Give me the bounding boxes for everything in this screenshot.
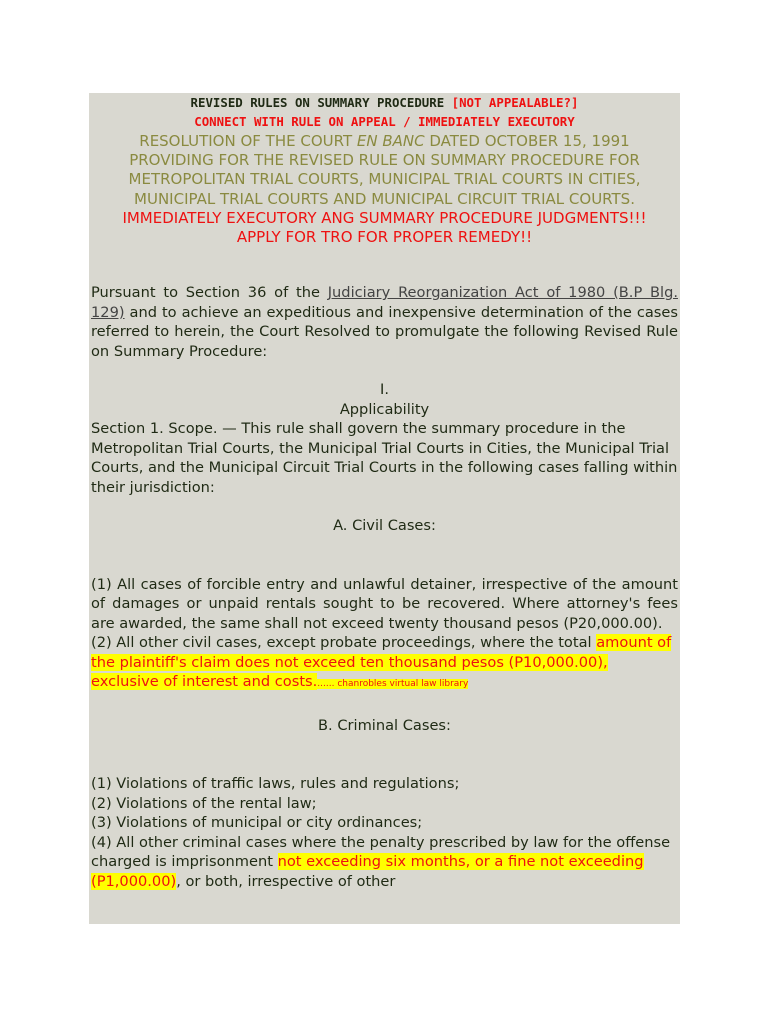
title-line-2: CONNECT WITH RULE ON APPEAL / IMMEDIATELY EXECUTORY — [194, 114, 575, 129]
criminal-item-4-text-a: (4) All other criminal cases where the penalty prescribed by law for the offense charged is imprisonment — [91, 833, 671, 871]
civil-item-1: (1) All cases of forcible entry and unlawful detainer, irrespective of the amount of damages or unpaid rentals sought to be recovered. Where attorney's fees are awarded, the same shall not exceed twenty thousand pesos (P20,000.00). — [91, 575, 678, 632]
civil-item-2-highlight: amount of the plaintiff's claim does not exceed ten thousand pesos (P10,000.00), exclusive of interest and costs. — [91, 634, 672, 691]
intro-text-b: and to achieve an expeditious and inexpensive determination of the cases referred to herein, the Court Resolved to promulgate the following Revised Rule on Summary Procedure: — [91, 303, 678, 360]
criminal-item-1: (1) Violations of traffic laws, rules and regulations; — [91, 775, 460, 793]
criminal-item-4 — [91, 833, 678, 892]
criminal-item-4-text-b: , or both, irrespective of other — [176, 872, 396, 890]
resolution-text-b: DATED OCTOBER 15, 1991 PROVIDING FOR THE REVISED RULE ON SUMMARY PROCEDURE FOR METROPOLITAN TRIAL COURTS, MUNICIPAL TRIAL COURTS IN CITIES, MUNICIPAL TRIAL COURTS AND MUNICIPAL CIRCUIT TRIAL COURTS. — [128, 132, 641, 208]
civil-cases-heading: A. Civil Cases: — [333, 517, 436, 535]
document-page — [89, 93, 680, 924]
civil-item-2-text: (2) All other civil cases, except probate proceedings, where the total — [91, 634, 597, 652]
resolution-heading — [91, 132, 678, 247]
resolution-en-banc: EN BANC — [356, 132, 425, 150]
title-line-1 — [91, 93, 678, 112]
title-not-appealable: [NOT APPEALABLE?] — [451, 95, 579, 110]
criminal-cases-heading: B. Criminal Cases: — [318, 716, 451, 734]
intro-paragraph — [91, 283, 678, 361]
part-numeral: I. — [380, 381, 389, 399]
criminal-list — [91, 774, 678, 891]
criminal-item-3: (3) Violations of municipal or city ordinances; — [91, 814, 423, 832]
resolution-executory-note: IMMEDIATELY EXECUTORY ANG SUMMARY PROCEDURE JUDGMENTS!!! APPLY FOR TRO FOR PROPER REMEDY!! — [122, 208, 647, 247]
title-text: REVISED RULES ON SUMMARY PROCEDURE — [190, 95, 452, 110]
chanrobles-note: ...... chanrobles virtual law library — [317, 679, 469, 690]
resolution-text-a: RESOLUTION OF THE COURT — [139, 132, 357, 150]
criminal-item-2: (2) Violations of the rental law; — [91, 794, 317, 812]
judiciary-act-link[interactable]: Judiciary Reorganization Act of 1980 (B.P Blg. 129) — [91, 284, 678, 321]
section-1-scope: Section 1. Scope. — This rule shall govern the summary procedure in the Metropolitan Trial Courts, the Municipal Trial Courts in Cities, the Municipal Trial Courts, and the Municipal Circuit Trial Courts in the following cases falling within their jurisdiction: — [91, 420, 678, 496]
criminal-item-4-highlight: not exceeding six months, or a fine not exceeding (P1,000.00) — [91, 853, 644, 890]
intro-text-a: Pursuant to Section 36 of the — [91, 284, 328, 302]
civil-item-2 — [91, 633, 678, 695]
part-heading: Applicability — [339, 400, 430, 418]
